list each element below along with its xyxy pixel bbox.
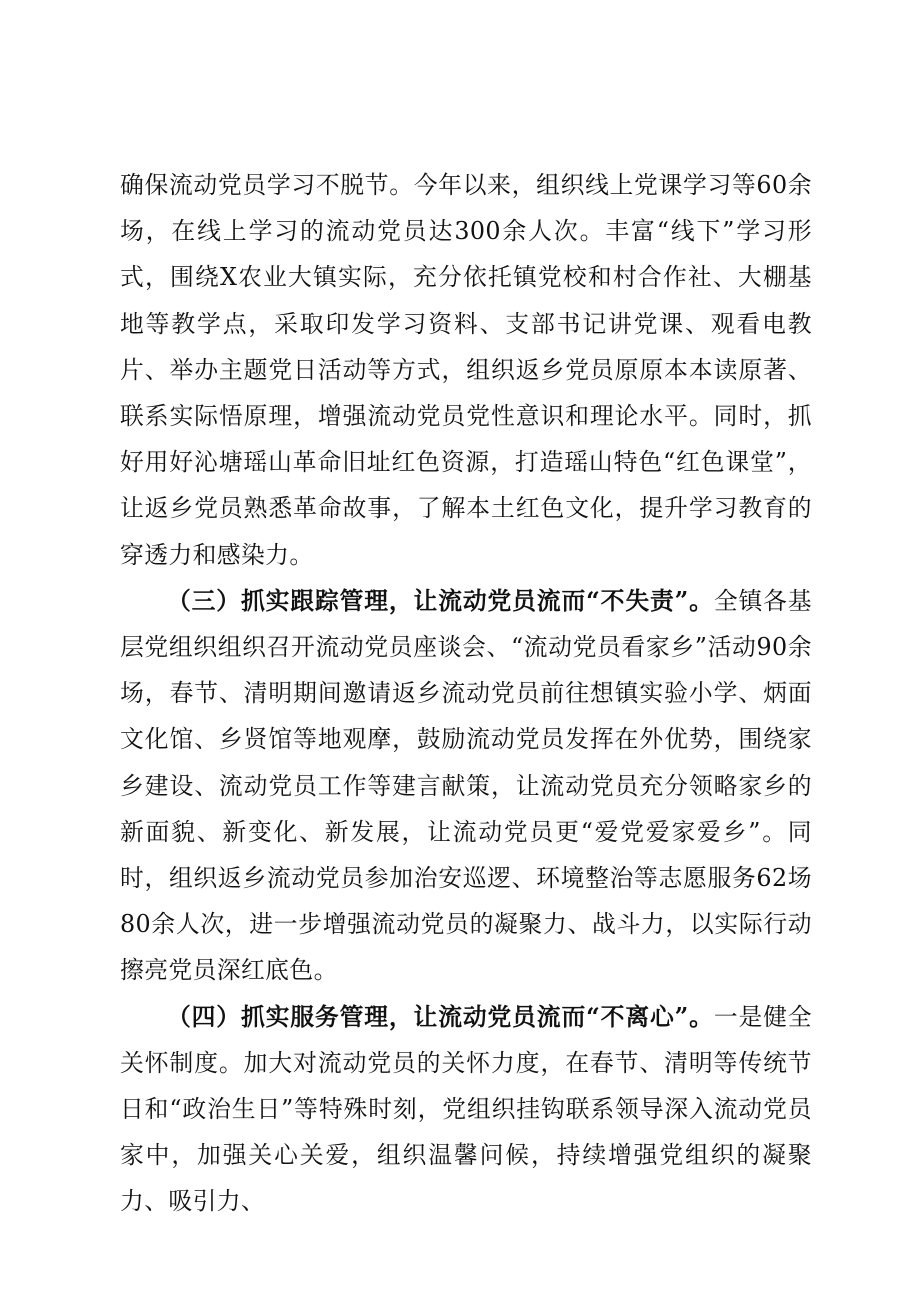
- paragraph-2-heading: （三）抓实跟踪管理，让流动党员流而“不失责”。: [167, 586, 714, 615]
- paragraph-1-text: 确保流动党员学习不脱节。今年以来，组织线上党课学习等60余场，在线上学习的流动党员达300余人次。丰富“线下”学习形式，围绕X农业大镇实际，充分依托镇党校和村合作社、大棚基地等教学点，采取印发学习资料、支部书记讲党课、观看电教片、举办主题党日活动等方式，组织返乡党员原原本本读原著、联系实际悟原理，增强流动党员党性意识和理论水平。同时，抓好用好沁塘瑶山革命旧址红色资源，打造瑶山特色“红色课堂”，让返乡党员熟悉革命故事，了解本土红色文化，提升学习教育的穿透力和感染力。: [120, 171, 812, 569]
- paragraph-3-heading: （四）抓实服务管理，让流动党员流而“不离心”。: [167, 1002, 714, 1031]
- paragraph-3-text: 一是健全关怀制度。加大对流动党员的关怀力度，在春节、清明等传统节日和“政治生日”等特殊时刻，党组织挂钩联系领导深入流动党员家中，加强关心关爱，组织温馨问候，持续增强党组织的凝聚力、吸引力、: [120, 1002, 812, 1216]
- paragraph-2-text: 全镇各基层党组织组织召开流动党员座谈会、“流动党员看家乡”活动90余场，春节、清明期间邀请返乡流动党员前往想镇实验小学、炳面文化馆、乡贤馆等地观摩，鼓励流动党员发挥在外优势，围绕家乡建设、流动党员工作等建言献策，让流动党员充分领略家乡的新面貌、新变化、新发展，让流动党员更“爱党爱家爱乡”。同时，组织返乡流动党员参加治安巡逻、环境整治等志愿服务62场80余人次，进一步增强流动党员的凝聚力、战斗力，以实际行动擦亮党员深红底色。: [120, 586, 812, 985]
- paragraph-2: [120, 578, 812, 994]
- paragraph-1: [120, 162, 812, 578]
- paragraph-3: [120, 994, 812, 1225]
- document-body: [120, 162, 812, 1225]
